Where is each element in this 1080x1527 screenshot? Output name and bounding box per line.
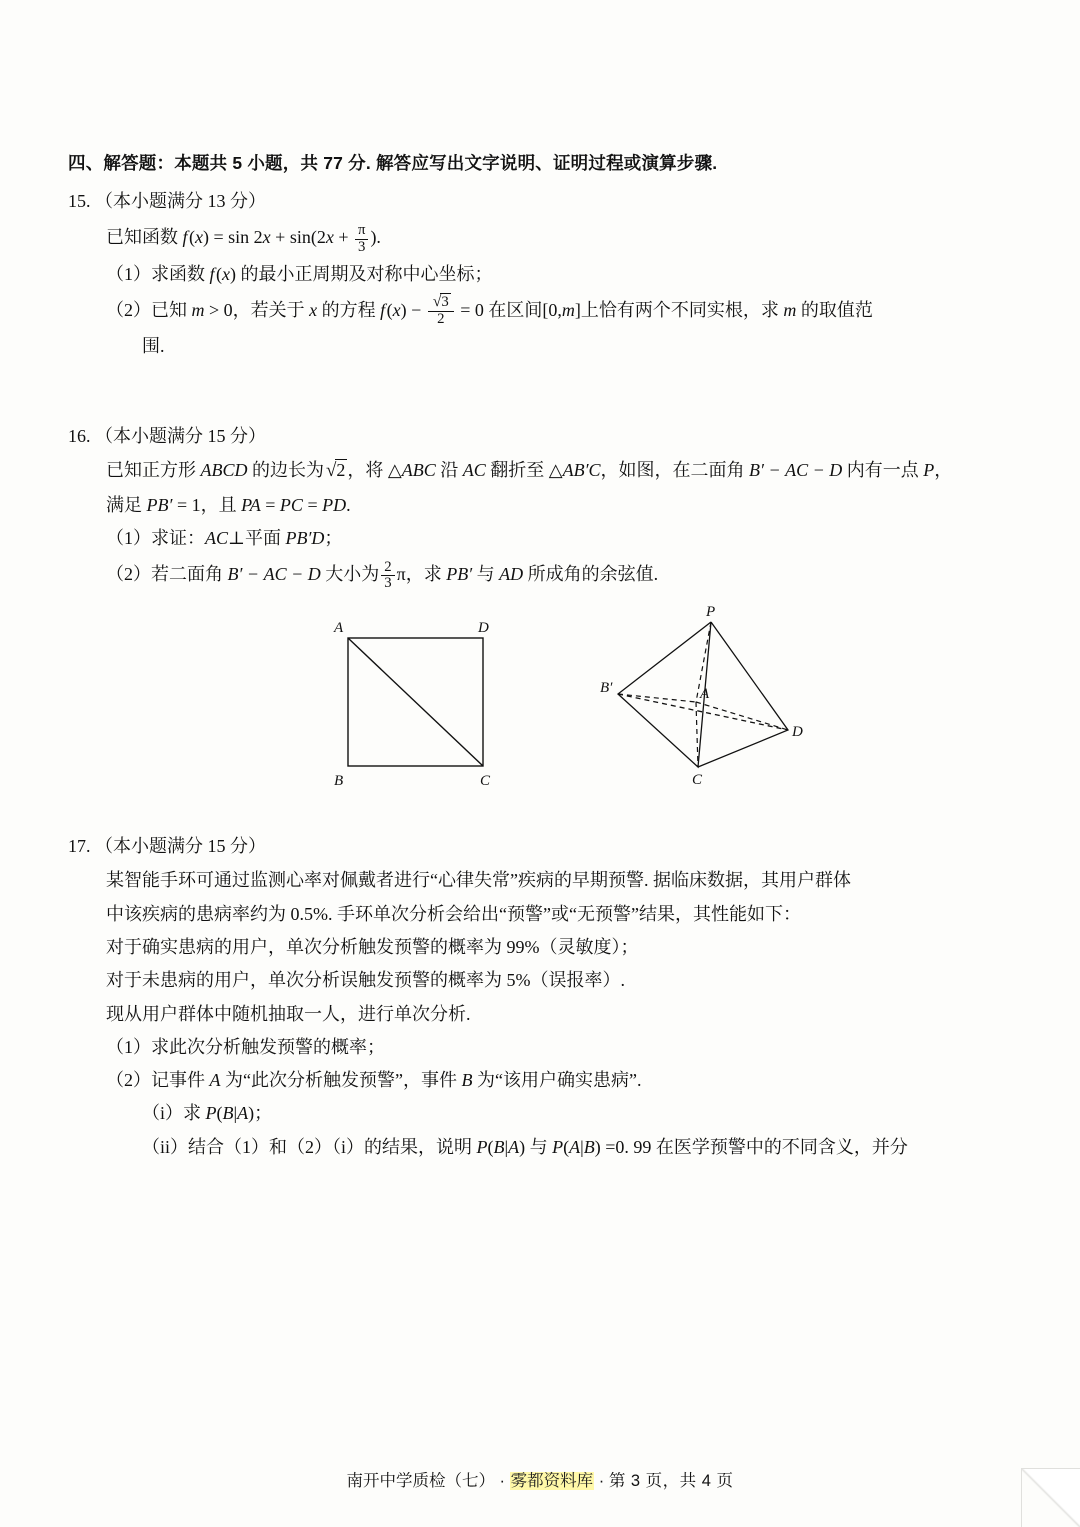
page-content bbox=[68, 150, 998, 1164]
label-P: P bbox=[706, 604, 716, 621]
footer-brand: 雾都资料库 bbox=[510, 1472, 594, 1490]
figure-square bbox=[318, 610, 538, 805]
footer-page-number: 第 3 页，共 4 页 bbox=[608, 1472, 734, 1490]
label-D2: D bbox=[792, 724, 803, 741]
label-A: A bbox=[334, 620, 344, 637]
footer-sep-2: · bbox=[594, 1472, 609, 1490]
question-15-line-3: （2）已知 m > 0，若关于 x 的方程 f (x) − $\frac{√3}{2}$ = 0 在区间[0,m]上恰有两个不同实根，求 m 的取值范 bbox=[106, 293, 873, 328]
label-B-prime: B′ bbox=[600, 680, 613, 697]
label-C2: C bbox=[692, 772, 703, 789]
question-17-line-4: 对于未患病的用户，单次分析误触发预警的概率为 5%（误报率）. bbox=[106, 970, 625, 991]
question-15-header bbox=[68, 187, 998, 213]
question-16-line-1: 已知正方形 ABCD 的边长为 √2 ，将 △ABC 沿 AC 翻折至 △AB′C，如图，在二面角 B′ − AC − D 内有一点 P， bbox=[106, 460, 953, 482]
question-17-number: 17. bbox=[68, 836, 91, 857]
question-17-line-5: 现从用户群体中随机抽取一人，进行单次分析. bbox=[106, 1003, 471, 1024]
footer-school: 南开中学质检（七） bbox=[346, 1472, 495, 1490]
label-A2: A bbox=[700, 686, 710, 703]
label-C: C bbox=[480, 773, 491, 790]
question-15-line-2: （1）求函数 f (x) 的最小正周期及对称中心坐标； bbox=[106, 263, 493, 284]
question-17-line-9: （ii）结合（1）和（2）（i）的结果，说明 P(B|A) 与 P(A|B) =0. 99 在医学预警中的不同含义，并分 bbox=[142, 1136, 908, 1157]
question-16-line-3: （1）求证：AC⊥平面 PB′D； bbox=[106, 528, 343, 549]
question-17-header bbox=[68, 832, 998, 858]
question-17-line-7: （2）记事件 A 为“此次分析触发预警”，事件 B 为“该用户确实患病”. bbox=[106, 1070, 642, 1091]
label-D: D bbox=[478, 620, 489, 637]
question-17-line-3: 对于确实患病的用户，单次分析触发预警的概率为 99%（灵敏度）； bbox=[106, 936, 639, 957]
figure-solid bbox=[598, 602, 828, 807]
figures-row bbox=[68, 604, 998, 810]
question-15-line-1: 已知函数 f (x) = sin 2x + sin(2x + $\frac{\pi}{3}$ ). bbox=[106, 221, 381, 255]
question-15-number: 15. bbox=[68, 191, 91, 211]
question-17-line-8: （i）求 P(B|A)； bbox=[142, 1103, 273, 1124]
footer-sep-1: · bbox=[494, 1472, 510, 1490]
question-16-header bbox=[68, 422, 998, 448]
question-16-score: （本小题满分 15 分） bbox=[95, 426, 266, 447]
question-17-score: （本小题满分 15 分） bbox=[95, 836, 266, 857]
question-16-line-4: （2）若二面角 B′ − AC − D 大小为 $\frac{2}{3}$ π，求 PB′ 与 AD 所成角的余弦值. bbox=[106, 558, 659, 592]
question-16-number: 16. bbox=[68, 426, 91, 447]
page-corner-fold bbox=[1021, 1468, 1080, 1527]
question-16-line-2: 满足 PB′ = 1，且 PA = PC = PD. bbox=[106, 495, 351, 516]
page-footer bbox=[0, 1467, 1080, 1491]
question-17-line-1: 某智能手环可通过监测心率对佩戴者进行“心律失常”疾病的早期预警. 据临床数据，其用户群体 bbox=[106, 870, 851, 891]
question-15-score: （本小题满分 13 分） bbox=[95, 191, 266, 211]
section-heading: 四、解答题：本题共 5 小题，共 77 分. 解答应写出文字说明、证明过程或演算步骤. bbox=[68, 153, 718, 173]
question-15-line-4: 围. bbox=[142, 336, 165, 357]
label-B: B bbox=[334, 773, 344, 790]
question-17-line-2: 中该疾病的患病率约为 0.5%. 手环单次分析会给出“预警”或“无预警”结果，其性能如下： bbox=[106, 903, 801, 924]
question-17-line-6: （1）求此次分析触发预警的概率； bbox=[106, 1036, 385, 1057]
